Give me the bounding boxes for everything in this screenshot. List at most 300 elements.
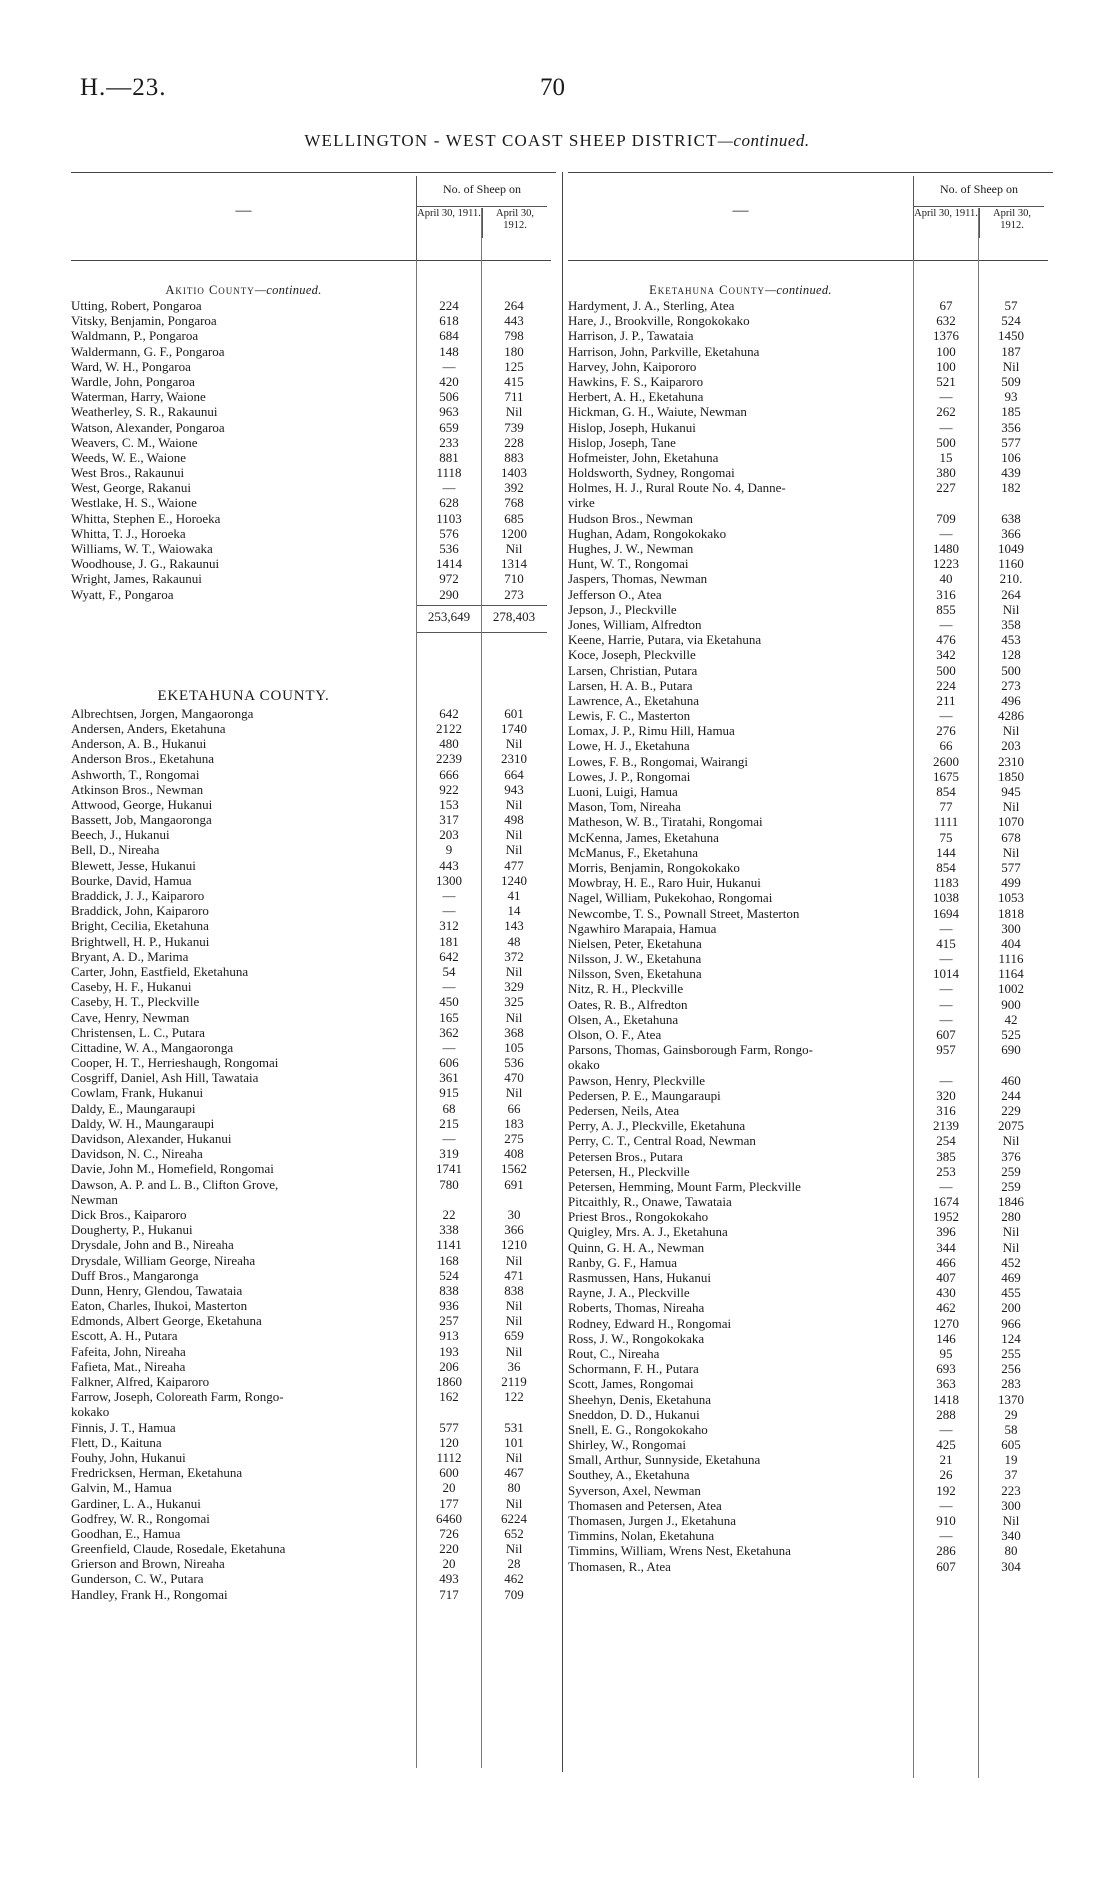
- table-row: [71, 948, 524, 964]
- sheep-1911: —: [939, 1421, 953, 1437]
- owner-name: Rayne, J. A., Pleckville: [568, 1285, 690, 1301]
- owner-name: Quigley, Mrs. A. J., Eketahuna: [568, 1224, 728, 1240]
- table-row: [71, 796, 523, 812]
- owner-name: Fafieta, Mat., Nireaha: [71, 1358, 186, 1374]
- owner-name: Pedersen, P. E., Maungaraupi: [568, 1087, 721, 1103]
- table-row: [568, 738, 1021, 754]
- sheep-1912: 685: [504, 510, 524, 526]
- table-row: [71, 571, 524, 587]
- owner-name: Shirley, W., Rongomai: [568, 1437, 686, 1453]
- table-row: [71, 465, 527, 481]
- table-row: [71, 1222, 524, 1238]
- sheep-1912: 1053: [998, 890, 1024, 906]
- sheep-1911: —: [939, 1528, 953, 1544]
- sheep-1912: 408: [504, 1146, 524, 1162]
- sheep-1911: 855: [936, 601, 956, 617]
- owner-name: Gunderson, C. W., Putara: [71, 1571, 204, 1587]
- table-row: [71, 1192, 416, 1207]
- sheep-1911: —: [442, 1039, 456, 1055]
- sheep-1912: 80: [507, 1480, 521, 1496]
- section-continued: —continued.: [254, 283, 322, 297]
- sheep-1912: 462: [504, 1571, 524, 1587]
- table-row: [568, 1194, 1024, 1210]
- col-rule-a: [913, 260, 914, 1778]
- sheep-1912: Nil: [1002, 1224, 1020, 1240]
- table-row: [568, 586, 1021, 602]
- table-row: [568, 1497, 1021, 1513]
- sheep-1911: 254: [936, 1133, 956, 1149]
- table-row: [71, 1465, 524, 1481]
- sheep-1911: 20: [442, 1556, 456, 1572]
- table-row: [71, 373, 524, 389]
- sheep-1911: 576: [439, 525, 459, 541]
- owner-name: Ross, J. W., Rongokokaka: [568, 1330, 705, 1346]
- sheep-1911: 181: [439, 933, 459, 949]
- sheep-1911: 26: [939, 1467, 953, 1483]
- sheep-1911: —: [939, 1178, 953, 1194]
- sheep-1912: 945: [1001, 784, 1021, 799]
- owner-name: Weatherley, S. R., Rakaunui: [71, 404, 218, 420]
- left-column: [71, 176, 536, 1602]
- owner-name: Daldy, W. H., Maungaraupi: [71, 1115, 215, 1131]
- table-row: [568, 890, 1024, 906]
- sheep-1912: 30: [507, 1206, 521, 1222]
- table-row: [71, 781, 524, 797]
- sheep-1912: 1314: [501, 556, 527, 572]
- table-row: [568, 647, 1021, 663]
- table-row: [71, 525, 527, 541]
- owner-name: Flett, D., Kaituna: [71, 1434, 162, 1450]
- owner-name: Bourke, David, Hamua: [71, 872, 192, 888]
- sheep-1911: 146: [936, 1330, 956, 1346]
- total-row: [71, 602, 536, 632]
- table-row: [568, 495, 913, 510]
- sheep-1911: 286: [936, 1543, 956, 1559]
- owner-name: Christensen, L. C., Putara: [71, 1024, 205, 1040]
- table-row: [568, 1421, 1018, 1437]
- table-row: [568, 708, 1024, 724]
- sheep-1911: 957: [936, 1042, 956, 1058]
- table-row: [568, 1087, 1021, 1103]
- table-row: [71, 1176, 524, 1192]
- sheep-1912: Nil: [505, 796, 523, 812]
- table-row: [71, 434, 524, 450]
- table-row: [71, 1434, 524, 1450]
- table-row: [568, 571, 1023, 587]
- sheep-1912: 460: [1001, 1072, 1021, 1088]
- right-table-body: [568, 260, 1024, 1574]
- table-row: [71, 766, 524, 782]
- table-row: [568, 1330, 1021, 1346]
- sheep-1912: Nil: [1002, 601, 1020, 617]
- owner-name: Cave, Henry, Newman: [71, 1009, 190, 1025]
- table-row: [568, 1361, 1021, 1377]
- owner-name: Andersen, Anders, Eketahuna: [71, 720, 226, 736]
- owner-name: Hislop, Joseph, Hukanui: [568, 419, 696, 435]
- sheep-1911: 493: [439, 1571, 459, 1587]
- table-row: [568, 951, 1024, 967]
- sheep-1911: 120: [439, 1434, 459, 1450]
- sheep-1912: 798: [504, 328, 524, 344]
- owner-name: Petersen, Hemming, Mount Farm, Pleckville: [568, 1178, 801, 1194]
- sheep-1912: 329: [504, 979, 524, 995]
- left-table-body: [71, 260, 536, 1602]
- table-row: [71, 918, 524, 934]
- sheep-1912: 210.: [999, 571, 1023, 587]
- sheep-1911: 462: [936, 1300, 956, 1316]
- table-row: [71, 389, 524, 405]
- sheep-1911: 963: [439, 404, 459, 420]
- table-row: [71, 1267, 524, 1283]
- spacer: [71, 632, 416, 672]
- sheep-1912: 2119: [501, 1374, 527, 1389]
- owner-name: Hudson Bros., Newman: [568, 510, 693, 526]
- table-row: [568, 298, 1018, 313]
- sheep-1911: 68: [442, 1100, 456, 1116]
- sheep-1912: 125: [504, 358, 524, 374]
- table-row: [71, 1252, 523, 1268]
- col-rule-a: [416, 260, 417, 1768]
- owner-name: Holdsworth, Sydney, Rongomai: [568, 465, 735, 481]
- owner-name: Lowes, F. B., Rongomai, Wairangi: [568, 753, 749, 769]
- sheep-1912: 358: [1001, 616, 1021, 632]
- table-row: [568, 966, 1024, 982]
- table-row: [71, 1206, 521, 1222]
- table-row: [568, 434, 1021, 450]
- owner-name: Ngawhiro Marapaia, Hamua: [568, 920, 717, 936]
- col-rule-b: [481, 208, 482, 1768]
- sheep-1912: 709: [504, 1586, 524, 1602]
- table-row: [71, 1404, 416, 1419]
- sheep-1912: 368: [504, 1024, 524, 1040]
- table-row: [71, 343, 524, 359]
- sheep-1911: —: [939, 616, 953, 632]
- owner-name: Wright, James, Rakaunui: [71, 571, 202, 587]
- table-row: [71, 842, 523, 858]
- owner-name: Hofmeister, John, Eketahuna: [568, 449, 719, 465]
- table-row: [71, 1419, 524, 1435]
- sheep-1912: 659: [504, 1328, 524, 1344]
- sheep-1911: 659: [439, 419, 459, 435]
- owner-name: Priest Bros., Rongokokaho: [568, 1209, 709, 1225]
- sheep-1912: 1740: [501, 720, 527, 736]
- owner-name: Blewett, Jesse, Hukanui: [71, 857, 196, 873]
- sheep-1911: 500: [936, 434, 956, 450]
- sheep-1911: 2239: [436, 751, 462, 767]
- sheep-1912: 1164: [998, 966, 1024, 982]
- sheep-1912: 531: [504, 1419, 524, 1435]
- owner-name: virke: [568, 495, 595, 511]
- owner-name: Weavers, C. M., Waione: [71, 434, 198, 450]
- total-rule-bottom: [417, 632, 547, 633]
- sheep-1912: Nil: [505, 963, 523, 979]
- sheep-1912: 255: [1001, 1345, 1021, 1361]
- owner-name: Braddick, John, Kaiparoro: [71, 903, 209, 919]
- owner-name: Keene, Harrie, Putara, via Eketahuna: [568, 632, 762, 648]
- sheep-1912: 57: [1004, 298, 1018, 313]
- sheep-1912: Nil: [1002, 358, 1020, 374]
- sheep-1912: 439: [1001, 465, 1021, 481]
- sheep-1912: Nil: [505, 1009, 523, 1025]
- owner-name: Lomax, J. P., Rimu Hill, Hamua: [568, 723, 735, 739]
- sheep-1911: 881: [439, 449, 459, 465]
- owner-name: Mowbray, H. E., Raro Huir, Hukanui: [568, 875, 761, 891]
- sheep-1912: Nil: [505, 1449, 523, 1465]
- header-col-1911: April 30, 1911.: [914, 208, 978, 219]
- sheep-1912: Nil: [505, 1085, 523, 1101]
- sheep-1911: 380: [936, 465, 956, 481]
- owner-name: Schormann, F. H., Putara: [568, 1361, 699, 1377]
- sheep-1911: —: [939, 951, 953, 967]
- sheep-1912: 325: [504, 994, 524, 1010]
- table-row: [568, 662, 1021, 678]
- owner-name: Newcombe, T. S., Pownall Street, Masterton: [568, 905, 800, 921]
- owner-name: Carter, John, Eastfield, Eketahuna: [71, 963, 249, 979]
- owner-name: Bell, D., Nireaha: [71, 842, 160, 858]
- table-row: [568, 1072, 1021, 1088]
- sheep-1912: 256: [1001, 1361, 1021, 1377]
- sheep-1912: Nil: [505, 842, 523, 858]
- table-row: [568, 1042, 1021, 1058]
- sheep-1912: 1846: [998, 1194, 1024, 1210]
- sheep-1912: 244: [1001, 1087, 1021, 1103]
- sheep-1911: —: [939, 1011, 953, 1027]
- sheep-1912: 101: [504, 1434, 524, 1450]
- owner-name: Grierson and Brown, Nireaha: [71, 1556, 225, 1572]
- table-row: [568, 723, 1020, 739]
- sheep-1912: 1116: [998, 951, 1024, 967]
- table-row: [71, 888, 521, 903]
- total-1912: 278,403: [492, 608, 536, 624]
- sheep-1912: 229: [1001, 1102, 1021, 1118]
- sheep-1911: 910: [936, 1513, 956, 1528]
- sheep-1912: 273: [504, 586, 524, 602]
- owner-name: Morris, Benjamin, Rongokokako: [568, 859, 740, 875]
- sheep-1911: —: [442, 480, 456, 496]
- owner-name: Edmonds, Albert George, Eketahuna: [71, 1313, 262, 1329]
- sheep-1911: 466: [936, 1254, 956, 1270]
- sheep-1912: 601: [504, 705, 524, 721]
- sheep-1911: 342: [936, 647, 956, 663]
- sheep-1912: 525: [1001, 1027, 1021, 1042]
- table-row: [71, 358, 524, 374]
- sheep-1911: 854: [936, 859, 956, 875]
- sheep-1911: 936: [439, 1298, 459, 1314]
- sheep-1912: 29: [1004, 1406, 1018, 1422]
- sheep-1911: 165: [439, 1009, 459, 1025]
- sheep-1912: 1200: [501, 525, 527, 541]
- sheep-1911: —: [442, 1131, 456, 1146]
- owner-name: Dawson, A. P. and L. B., Clifton Grove,: [71, 1176, 279, 1192]
- sheep-1911: 206: [439, 1358, 459, 1374]
- sheep-1912: 283: [1001, 1376, 1021, 1392]
- eketahuna-rows-right: [568, 298, 1024, 1574]
- sheep-1911: 1952: [933, 1209, 959, 1225]
- sheep-1912: 2310: [501, 751, 527, 767]
- owner-name: West Bros., Rakaunui: [71, 465, 185, 481]
- table-row: [71, 1586, 524, 1602]
- sheep-1912: 124: [1001, 1330, 1021, 1346]
- owner-name: Davidson, N. C., Nireaha: [71, 1146, 203, 1162]
- table-row: [71, 480, 524, 496]
- owner-name: McManus, F., Eketahuna: [568, 844, 699, 860]
- sheep-1911: 215: [439, 1115, 459, 1131]
- owner-name: Hardyment, J. A., Sterling, Atea: [568, 298, 735, 313]
- sheep-1911: 443: [439, 857, 459, 873]
- sheep-1912: 710: [504, 571, 524, 587]
- owner-name: Herbert, A. H., Eketahuna: [568, 389, 704, 405]
- sheep-1912: 652: [504, 1525, 524, 1541]
- owner-name: Bright, Cecilia, Eketahuna: [71, 918, 209, 934]
- sheep-1911: 1183: [933, 875, 959, 891]
- sheep-1911: —: [939, 389, 953, 405]
- sheep-1912: 1002: [998, 981, 1024, 997]
- sheep-1912: 577: [1001, 434, 1021, 450]
- sheep-1911: 153: [439, 796, 459, 812]
- sheep-1911: 606: [439, 1055, 459, 1071]
- section-caps: Akitio County: [165, 283, 255, 297]
- table-row: [71, 1161, 527, 1177]
- sheep-1911: 320: [936, 1087, 956, 1103]
- sheep-1911: —: [939, 1072, 953, 1088]
- header-col-1911: April 30, 1911.: [417, 208, 481, 219]
- sheep-1911: 192: [936, 1482, 956, 1498]
- sheep-1911: 40: [939, 571, 953, 587]
- sheep-1911: 344: [936, 1239, 956, 1255]
- owner-name: Escott, A. H., Putara: [71, 1328, 178, 1344]
- sheep-1912: 2310: [998, 753, 1024, 769]
- sheep-1911: 220: [439, 1541, 459, 1557]
- table-row: [568, 1224, 1020, 1240]
- sheep-1912: 14: [507, 903, 521, 919]
- table-row: [71, 903, 521, 919]
- owner-name: Olsen, A., Eketahuna: [568, 1011, 679, 1027]
- owner-name: Scott, James, Rongomai: [568, 1376, 694, 1392]
- owner-name: Caseby, H. T., Pleckville: [71, 994, 200, 1010]
- sheep-1912: 2075: [998, 1118, 1024, 1134]
- table-row: [568, 343, 1021, 359]
- table-row: [71, 1480, 521, 1496]
- sheep-1912: 143: [504, 918, 524, 934]
- table-row: [568, 1513, 1020, 1528]
- owner-name: Utting, Robert, Pongaroa: [71, 298, 202, 313]
- table-row: [568, 692, 1021, 708]
- sheep-1912: 187: [1001, 343, 1021, 359]
- sheep-1912: 452: [1001, 1254, 1021, 1270]
- sheep-1911: 1112: [436, 1449, 462, 1465]
- sheep-1912: 182: [1001, 480, 1021, 496]
- sheep-1911: 177: [439, 1495, 459, 1511]
- sheep-1912: 264: [504, 298, 524, 313]
- owner-name: Dunn, Henry, Glendou, Tawataia: [71, 1282, 243, 1298]
- owner-name: Greenfield, Claude, Rosedale, Eketahuna: [71, 1541, 286, 1557]
- sheep-1911: 726: [439, 1525, 459, 1541]
- owner-name: Rodney, Edward H., Rongomai: [568, 1315, 732, 1331]
- table-row: [71, 1039, 524, 1055]
- table-row: [568, 1209, 1021, 1225]
- owner-name: Handley, Frank H., Rongomai: [71, 1586, 228, 1602]
- table-row: [568, 799, 1020, 815]
- table-row: [71, 933, 521, 949]
- sheep-1912: 304: [1001, 1558, 1021, 1574]
- table-row: [71, 541, 523, 556]
- sheep-1911: 224: [936, 677, 956, 693]
- table-row: [71, 857, 524, 873]
- sheep-1911: 1270: [933, 1315, 959, 1331]
- sheep-1911: 362: [439, 1024, 459, 1040]
- owner-name: Parsons, Thomas, Gainsborough Farm, Rongo-: [568, 1042, 813, 1058]
- owner-name: Koce, Joseph, Pleckville: [568, 647, 696, 663]
- sheep-1912: 376: [1001, 1148, 1021, 1164]
- sheep-1912: 66: [507, 1100, 521, 1116]
- table-row: [71, 1146, 524, 1162]
- header-dash: —: [235, 202, 252, 219]
- owner-name: Godfrey, W. R., Rongomai: [71, 1510, 210, 1526]
- sheep-1912: 80: [1004, 1543, 1018, 1559]
- sheep-1912: 1370: [998, 1391, 1024, 1407]
- title-main: WELLINGTON - WEST COAST SHEEP DISTRICT: [304, 131, 718, 150]
- header-group: No. of Sheep on: [913, 176, 1044, 207]
- table-row: [568, 1558, 1021, 1574]
- table-row: [71, 1343, 523, 1359]
- akitio-rows: [71, 298, 527, 602]
- table-row: [568, 601, 1020, 617]
- owner-name: West, George, Rakanui: [71, 480, 192, 496]
- sheep-1912: 467: [504, 1465, 524, 1481]
- total-1911: 253,649: [427, 608, 471, 624]
- sheep-1912: Nil: [1002, 723, 1020, 739]
- sheep-1911: 193: [439, 1343, 459, 1359]
- sheep-1912: 259: [1001, 1163, 1021, 1179]
- table-row: [568, 859, 1021, 875]
- owner-name: Oates, R. B., Alfredton: [568, 996, 688, 1012]
- owner-name: Lowes, J. P., Rongomai: [568, 768, 691, 784]
- owner-name: Braddick, J. J., Kaiparoro: [71, 888, 205, 903]
- sheep-1911: 915: [439, 1085, 459, 1101]
- table-row: [568, 1254, 1021, 1270]
- section-continued: —continued.: [765, 283, 832, 297]
- sheep-1912: 273: [1001, 677, 1021, 693]
- owner-name: Luoni, Luigi, Hamua: [568, 784, 678, 799]
- owner-name: Caseby, H. F., Hukanui: [71, 979, 192, 995]
- owner-name: Quinn, G. H. A., Newman: [568, 1239, 705, 1255]
- sheep-1911: 1674: [933, 1194, 959, 1210]
- sheep-1912: 228: [504, 434, 524, 450]
- sheep-1911: 162: [439, 1389, 459, 1405]
- column-separator: [562, 172, 563, 1772]
- owner-name: Anderson Bros., Eketahuna: [71, 751, 214, 767]
- owner-name: Lawrence, A., Eketahuna: [568, 692, 700, 708]
- owner-name: Hunt, W. T., Rongomai: [568, 556, 689, 572]
- sheep-1912: 300: [1001, 920, 1021, 936]
- sheep-1911: 415: [936, 935, 956, 951]
- owner-name: Beech, J., Hukanui: [71, 827, 170, 843]
- table-row: [71, 495, 524, 511]
- sheep-1911: 632: [936, 313, 956, 329]
- owner-name: Daldy, E., Maungaraupi: [71, 1100, 196, 1116]
- sheep-1911: 290: [439, 586, 459, 602]
- sheep-1911: 693: [936, 1361, 956, 1377]
- owner-name: Mason, Tom, Nireaha: [568, 799, 681, 815]
- table-row: [568, 920, 1021, 936]
- table-row: [71, 1024, 524, 1040]
- table-row: [71, 720, 527, 736]
- owner-name: Duff Bros., Mangaronga: [71, 1267, 199, 1283]
- table-row: [568, 1163, 1021, 1179]
- sheep-1911: 257: [439, 1313, 459, 1329]
- sheep-1911: 338: [439, 1222, 459, 1238]
- header-group: No. of Sheep on: [416, 176, 547, 207]
